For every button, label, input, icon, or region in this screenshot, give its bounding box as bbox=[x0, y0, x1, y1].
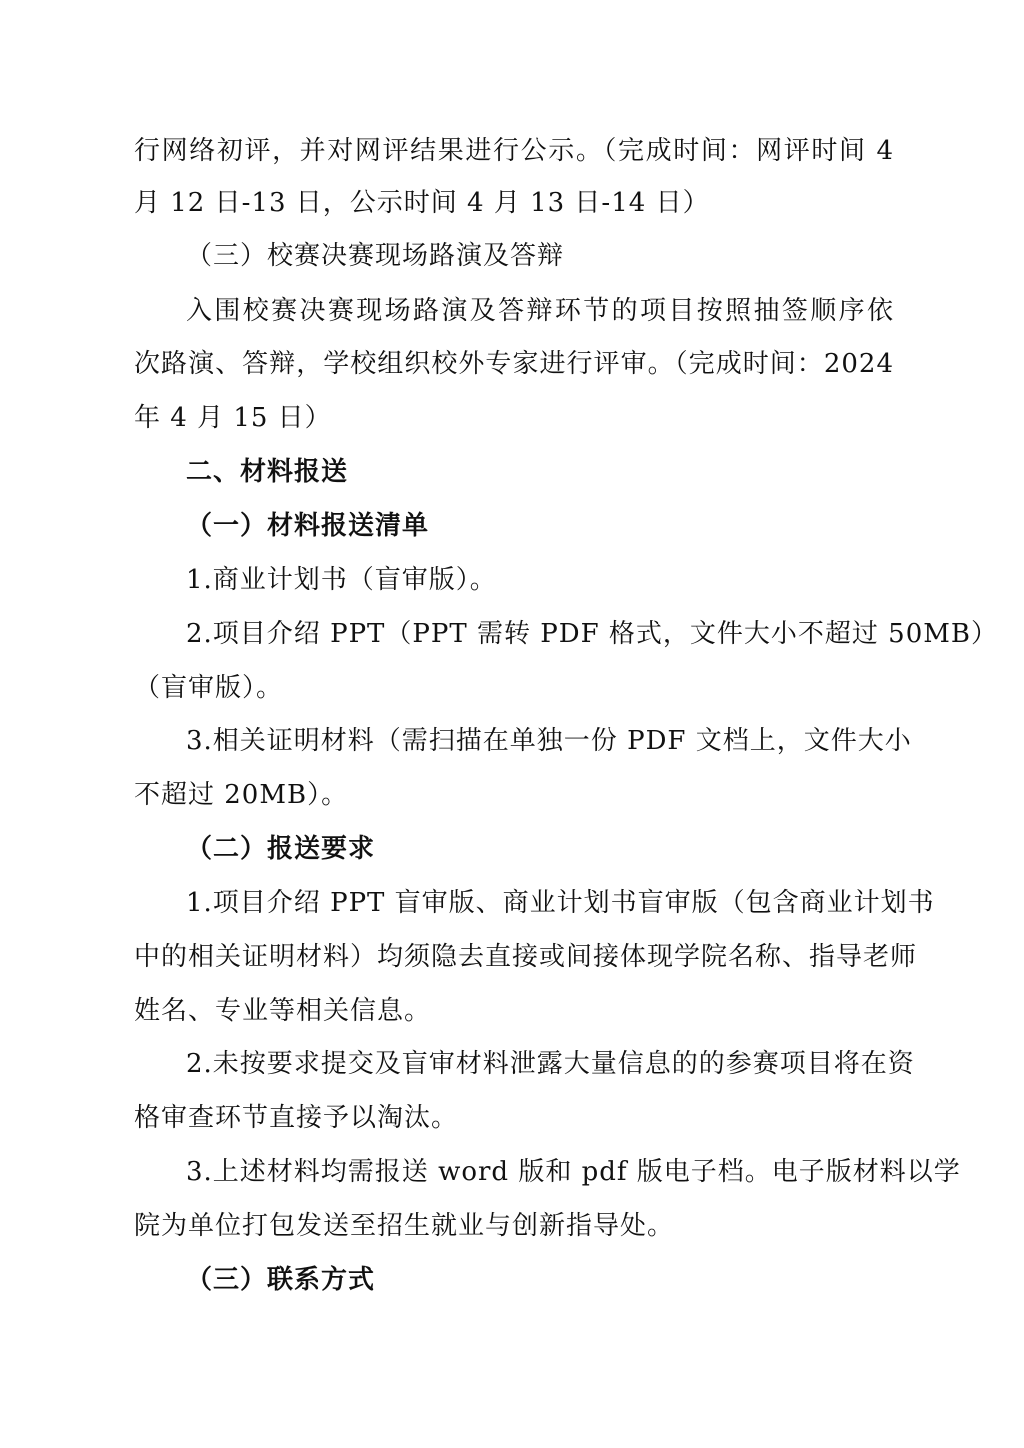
body-text-line: 次路演、答辩，学校组织校外专家进行评审。（完成时间：2024 bbox=[134, 349, 894, 379]
list-item: 1.商业计划书（盲审版）。 bbox=[186, 565, 497, 595]
body-text-line: 院为单位打包发送至招生就业与创新指导处。 bbox=[134, 1211, 675, 1241]
body-text-line: 姓名、专业等相关信息。 bbox=[134, 996, 432, 1026]
list-item: 1.项目介绍 PPT 盲审版、商业计划书盲审版（包含商业计划书 bbox=[186, 888, 935, 918]
subsection-heading: （三）联系方式 bbox=[186, 1265, 376, 1295]
body-text-line: 不超过 20MB）。 bbox=[134, 780, 349, 810]
list-item: 3.相关证明材料（需扫描在单独一份 PDF 文档上，文件大小 bbox=[186, 726, 912, 756]
body-text-line: 月 12 日-13 日，公示时间 4 月 13 日-14 日） bbox=[134, 188, 710, 218]
body-text-line: 入围校赛决赛现场路演及答辩环节的项目按照抽签顺序依 bbox=[186, 296, 894, 326]
body-text-line: 中的相关证明材料）均须隐去直接或间接体现学院名称、指导老师 bbox=[134, 942, 918, 972]
body-text-line: （盲审版）。 bbox=[134, 673, 284, 703]
body-text-line: 格审查环节直接予以淘汰。 bbox=[134, 1103, 459, 1133]
list-item: 2.未按要求提交及盲审材料泄露大量信息的的参赛项目将在资 bbox=[186, 1049, 915, 1079]
body-text-line: 行网络初评，并对网评结果进行公示。（完成时间：网评时间 4 bbox=[134, 136, 894, 166]
body-text-line: 年 4 月 15 日） bbox=[134, 403, 332, 433]
subsection-heading: （三）校赛决赛现场路演及答辩 bbox=[186, 241, 565, 271]
section-heading: 二、材料报送 bbox=[186, 457, 349, 487]
list-item: 3.上述材料均需报送 word 版和 pdf 版电子档。电子版材料以学 bbox=[186, 1157, 961, 1187]
list-item: 2.项目介绍 PPT（PPT 需转 PDF 格式，文件大小不超过 50MB） bbox=[186, 619, 998, 649]
subsection-heading: （一）材料报送清单 bbox=[186, 511, 430, 541]
subsection-heading: （二）报送要求 bbox=[186, 834, 376, 864]
